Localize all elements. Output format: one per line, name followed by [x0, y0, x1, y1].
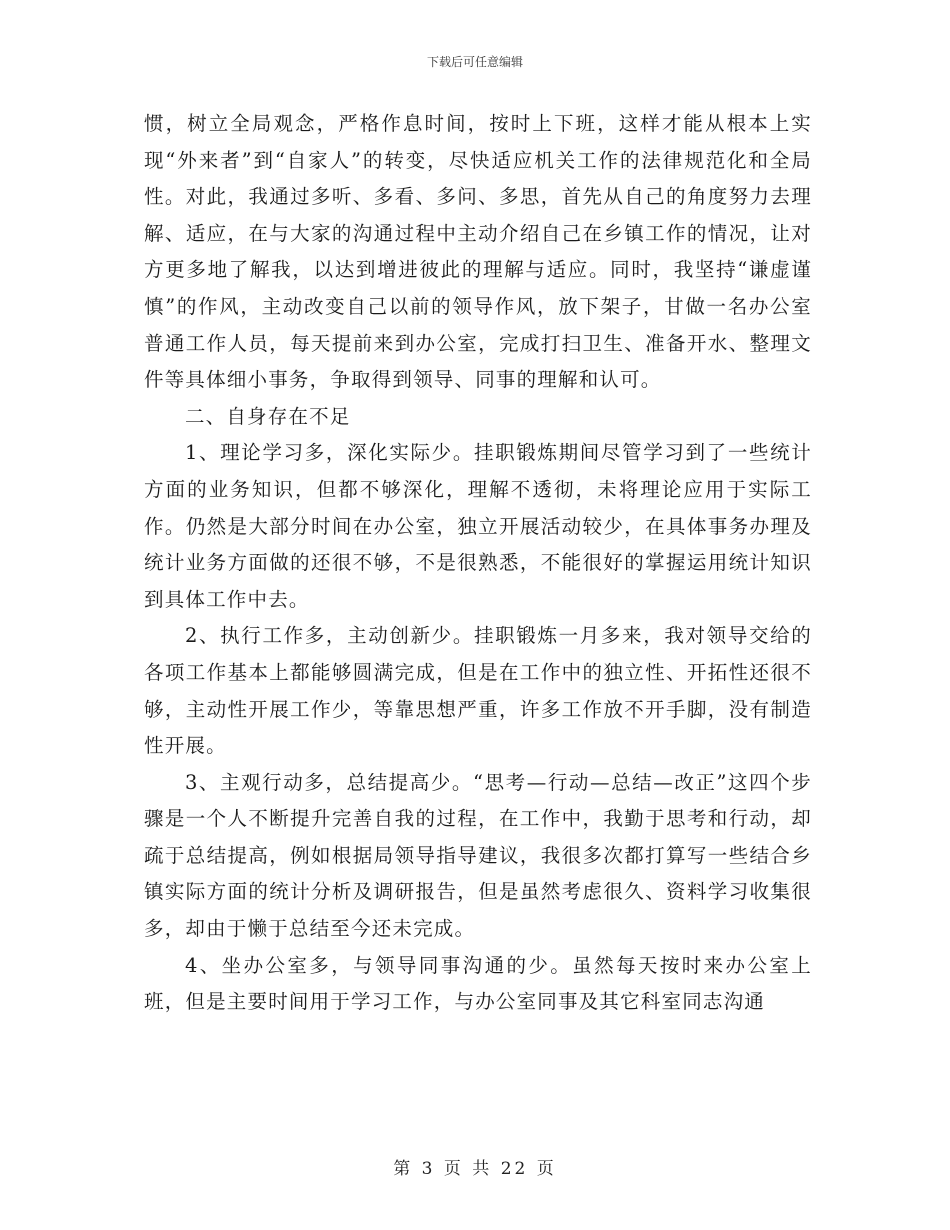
paragraph-item-4: 4、坐办公室多，与领导同事沟通的少。虽然每天按时来办公室上班，但是主要时间用于学习工作，与办公室同事及其它科室同志沟通 — [144, 953, 812, 1014]
paragraph-item-2: 2、执行工作多，主动创新少。挂职锻炼一月多来，我对领导交给的各项工作基本上都能够圆满完成，但是在工作中的独立性、开拓性还很不够，主动性开展工作少，等靠思想严重，许多工作放不开手脚，没有制造性开展。 — [144, 624, 812, 758]
page-number: 第 3 页 共 22 页 — [393, 1159, 557, 1179]
header-note: 下载后可任意编辑 — [426, 55, 523, 69]
section-heading: 二、自身存在不足 — [184, 404, 351, 428]
paragraph-1: 惯，树立全局观念，严格作息时间，按时上下班，这样才能从根本上实现“外来者”到“自家人”的转变，尽快适应机关工作的法律规范化和全局性。对此，我通过多听、多看、多问、多思，首先从自己的角度努力去理解、适应，在与大家的沟通过程中主动介绍自己在乡镇工作的情况，让对方更多地了解我，以达到增进彼此的理解与适应。同时，我坚持“谦虚谨慎”的作风，主动改变自己以前的领导作风，放下架子，甘做一名办公室普通工作人员，每天提前来到办公室，完成打扫卫生、准备开水、整理文件等具体细小事务，争取得到领导、同事的理解和认可。 — [144, 112, 812, 392]
document-body — [144, 106, 812, 1021]
paragraph-item-1: 1、理论学习多，深化实际少。挂职锻炼期间尽管学习到了一些统计方面的业务知识，但都不够深化，理解不透彻，未将理论应用于实际工作。仍然是大部分时间在办公室，独立开展活动较少，在具体事务办理及统计业务方面做的还很不够，不是很熟悉，不能很好的掌握运用统计知识到具体工作中去。 — [144, 441, 812, 611]
paragraph-item-3: 3、主观行动多，总结提高少。“思考—行动—总结—改正”这四个步骤是一个人不断提升完善自我的过程，在工作中，我勤于思考和行动，却疏于总结提高，例如根据局领导指导建议，我很多次都打算写一些结合乡镇实际方面的统计分析及调研报告，但是虽然考虑很久、资料学习收集很多，却由于懒于总结至今还未完成。 — [144, 770, 812, 941]
